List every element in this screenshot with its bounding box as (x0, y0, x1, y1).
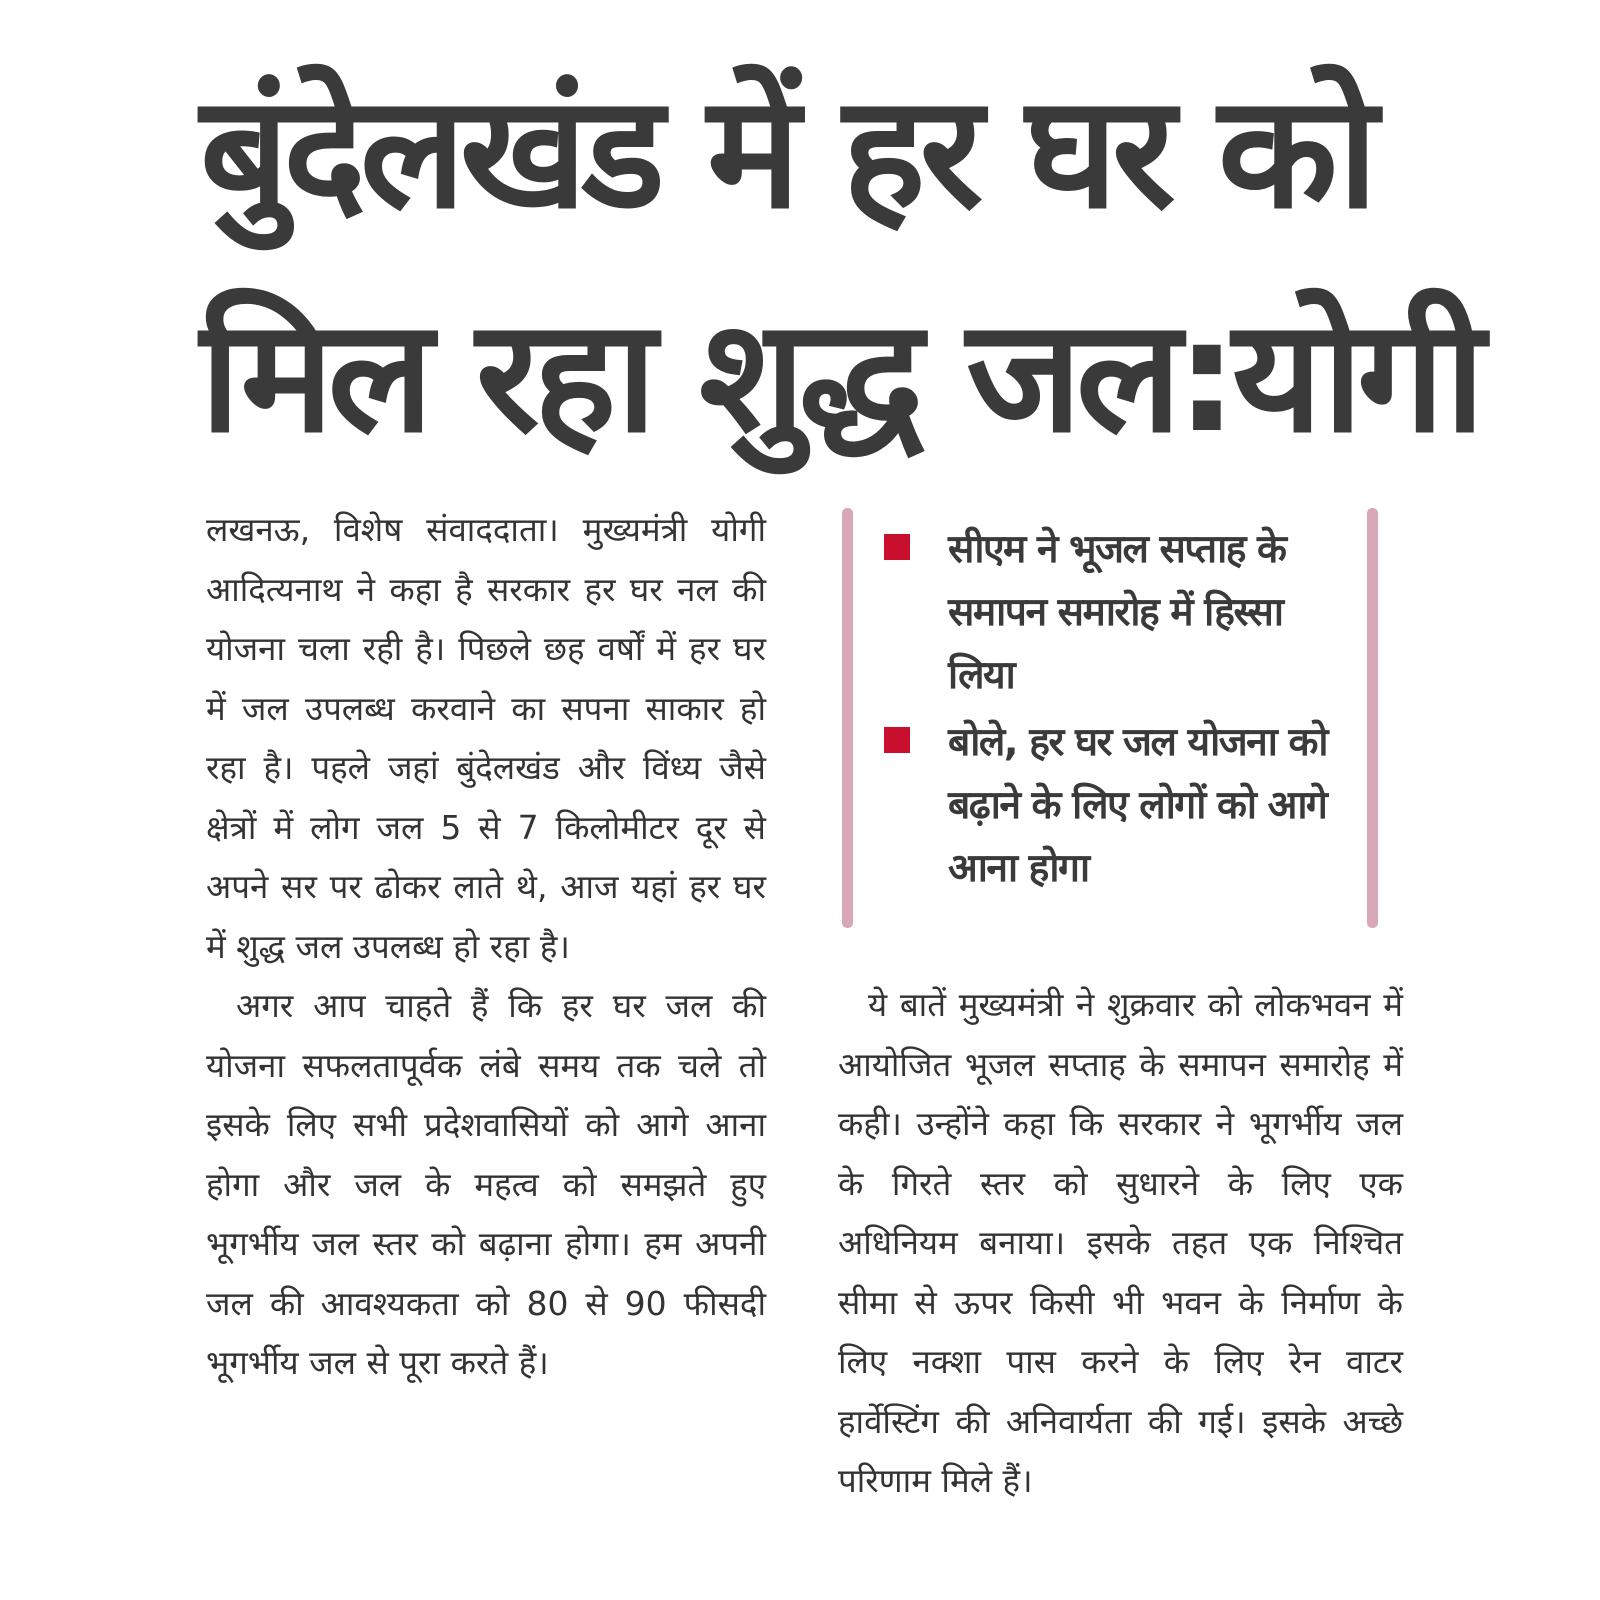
highlights-border-left (842, 508, 853, 928)
article-column-left (206, 500, 766, 1393)
highlight-text: बोले, हर घर जल योजना को बढ़ाने के लिए लोगों को आगे आना होगा (948, 720, 1328, 891)
article-column-right (838, 975, 1403, 1511)
article-paragraph-2: अगर आप चाहते हैं कि हर घर जल की योजना सफलतापूर्वक लंबे समय तक चले तो इसके लिए सभी प्रदेशवासियों को आगे आना होगा और जल के महत्व को समझते हुए भूगर्भीय जल स्तर को बढ़ाना होगा। हम अपनी जल की आवश्यकता को 80 से 90 फीसदी भूगर्भीय जल से पूरा करते हैं। (206, 986, 766, 1382)
highlight-text: सीएम ने भूजल सप्ताह के समापन समारोह में हिस्सा लिया (948, 527, 1286, 698)
highlights-box (842, 508, 1378, 928)
square-bullet-icon (884, 534, 910, 560)
highlight-item (884, 711, 1354, 900)
highlights-border-right (1367, 508, 1378, 928)
article-paragraph-1-body: मुख्यमंत्री योगी आदित्यनाथ ने कहा है सरकार हर घर नल की योजना चला रही है। पिछले छह वर्षों में हर घर में जल उपलब्ध करवाने का सपना साकार हो रहा है। पहले जहां बुंदेलखंड और विंध्य जैसे क्षेत्रों में लोग जल 5 से 7 किलोमीटर दूर से अपने सर पर ढोकर लाते थे, आज यहां हर घर में शुद्ध जल उपलब्ध हो रहा है। (206, 510, 766, 966)
highlights-list (884, 518, 1354, 904)
dateline: लखनऊ, विशेष संवाददाता। (206, 510, 559, 549)
headline-line-2: मिल रहा शुद्ध जल:योगी (200, 285, 1480, 467)
article-paragraph-3: ये बातें मुख्यमंत्री ने शुक्रवार को लोकभवन में आयोजित भूजल सप्ताह के समापन समारोह में कही। उन्होंने कहा कि सरकार ने भूगर्भीय जल के गिरते स्तर को सुधारने के लिए एक अधिनियम बनाया। इसके तहत एक निश्चित सीमा से ऊपर किसी भी भवन के निर्माण के लिए नक्शा पास करने के लिए रेन वाटर हार्वेस्टिंग की अनिवार्यता की गई। इसके अच्छे परिणाम मिले हैं। (838, 985, 1403, 1500)
article-paragraph-1 (206, 500, 766, 976)
highlight-item (884, 518, 1354, 707)
headline-line-1: बुंदेलखंड में हर घर को (200, 61, 1373, 243)
headline (200, 40, 1480, 488)
square-bullet-icon (884, 727, 910, 753)
